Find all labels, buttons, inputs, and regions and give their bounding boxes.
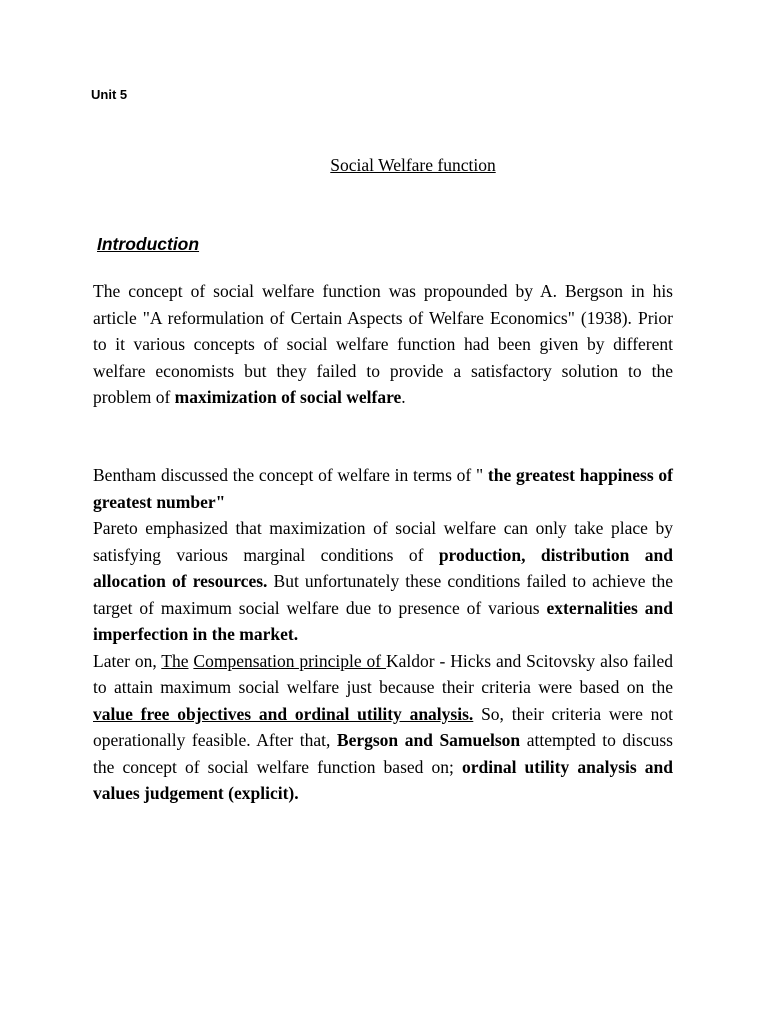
paragraph-text: . <box>401 387 406 407</box>
bold-phrase: maximization of social welfare <box>174 387 402 407</box>
paragraph-text: But unfortunately these conditions failed to achieve the target of maximum social welfare due to presence of various <box>93 571 673 618</box>
underlined-phrase: The <box>161 650 189 671</box>
underlined-phrase: Compensation principle of <box>193 650 386 671</box>
unit-label: Unit 5 <box>91 87 128 102</box>
bold-underlined-phrase: value free objectives and ordinal utility analysis. <box>93 703 474 724</box>
paragraph-text: attempted to discuss the concept of social welfare function based on; <box>93 730 673 777</box>
paragraph-text: The concept of social welfare function was propounded by A. Bergson in his article "A reformulation of Certain Aspects of Welfare Economics" (1938). Prior to it various concepts of social welfare function had been given by different welfare economists but they failed to provide a satisfactory solution to the problem of <box>93 281 673 407</box>
section-heading-introduction: Introduction <box>97 234 200 254</box>
bold-phrase: externalities and imperfection in the market. <box>93 597 673 644</box>
paragraph-history <box>93 462 673 807</box>
bold-phrase: Bergson and Samuelson <box>336 730 521 750</box>
bold-phrase: production, distribution and allocation of resources. <box>93 544 673 591</box>
paragraph-text: Kaldor - Hicks and Scitovsky also failed to attain maximum social welfare just because their criteria were based on the <box>93 650 673 697</box>
pareto-text: Pareto emphasized that maximization of social welfare can only take place by satisfying various marginal conditions of <box>93 518 673 565</box>
bold-phrase: ordinal utility analysis and values judgement (explicit). <box>93 756 673 803</box>
paragraph-text: Later on, <box>93 650 162 671</box>
page-title: Social Welfare function <box>330 155 496 175</box>
bentham-text: Bentham discussed the concept of welfare in terms of " <box>93 465 488 485</box>
paragraph-introduction <box>93 278 673 411</box>
bold-phrase: the greatest happiness of greatest number" <box>93 465 673 512</box>
paragraph-text: So, their criteria were not operationally feasible. After that, <box>93 703 674 750</box>
